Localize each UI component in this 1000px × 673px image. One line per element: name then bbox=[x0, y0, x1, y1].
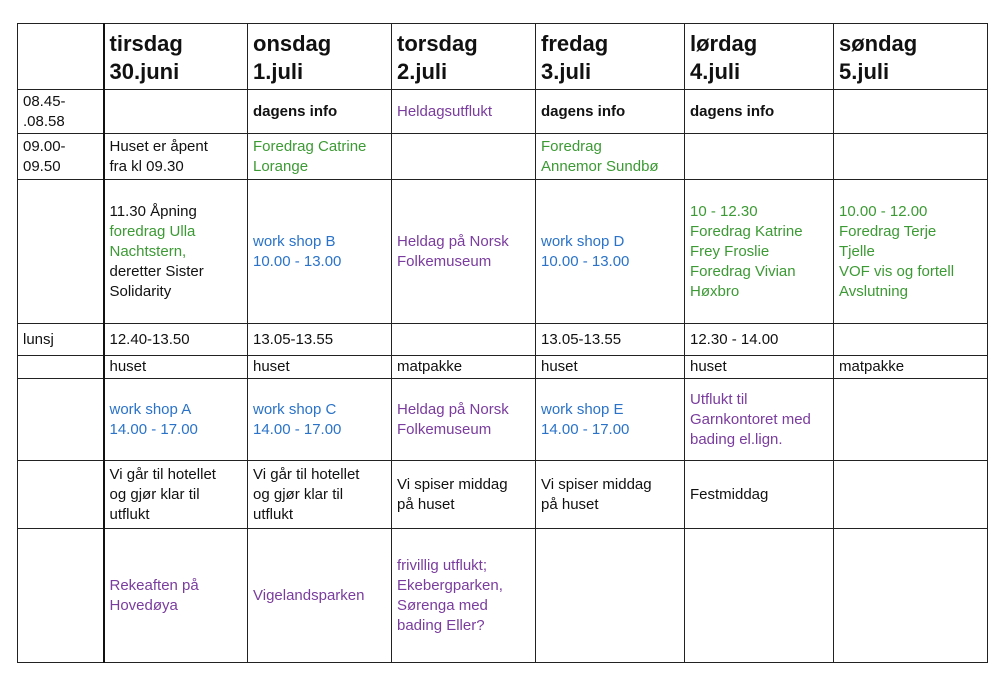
day-header-tuesday: tirsdag 30.juni bbox=[104, 24, 248, 90]
cell-saturday: dagens info bbox=[685, 90, 834, 134]
cell-sunday bbox=[834, 324, 988, 356]
cell-saturday bbox=[685, 529, 834, 663]
cell-thursday: matpakke bbox=[392, 356, 536, 379]
cell-friday: huset bbox=[536, 356, 685, 379]
cell-sunday bbox=[834, 529, 988, 663]
cell-friday bbox=[536, 529, 685, 663]
morning-row bbox=[18, 134, 988, 180]
cell-friday: 13.05-13.55 bbox=[536, 324, 685, 356]
cell-saturday: 12.30 - 14.00 bbox=[685, 324, 834, 356]
cell-thursday: Vi spiser middag på huset bbox=[392, 461, 536, 529]
time-label bbox=[18, 379, 104, 461]
time-label bbox=[18, 180, 104, 324]
corner-cell bbox=[18, 24, 104, 90]
cell-tuesday: Vi går til hotellet og gjør klar til utflukt bbox=[104, 461, 248, 529]
cell-tuesday: Rekeaften på Hovedøya bbox=[104, 529, 248, 663]
cell-sunday: 10.00 - 12.00 Foredrag Terje Tjelle VOF vis og fortell Avslutning bbox=[834, 180, 988, 324]
header-row bbox=[18, 24, 988, 90]
cell-wednesday: huset bbox=[248, 356, 392, 379]
lunch-place-row bbox=[18, 356, 988, 379]
cell-thursday: Heldagsutflukt bbox=[392, 90, 536, 134]
cell-saturday: huset bbox=[685, 356, 834, 379]
cell-thursday bbox=[392, 324, 536, 356]
cell-saturday bbox=[685, 134, 834, 180]
afternoon-row bbox=[18, 379, 988, 461]
cell-wednesday: 13.05-13.55 bbox=[248, 324, 392, 356]
cell-sunday: matpakke bbox=[834, 356, 988, 379]
cell-tuesday: work shop A 14.00 - 17.00 bbox=[104, 379, 248, 461]
followup-text: deretter Sister Solidarity bbox=[109, 262, 204, 300]
cell-friday: work shop E 14.00 - 17.00 bbox=[536, 379, 685, 461]
cell-tuesday: Huset er åpent fra kl 09.30 bbox=[104, 134, 248, 180]
cell-thursday: Heldag på Norsk Folkemuseum bbox=[392, 180, 536, 324]
cell-wednesday: dagens info bbox=[248, 90, 392, 134]
day-header-wednesday: onsdag 1.juli bbox=[248, 24, 392, 90]
cell-saturday: Utflukt til Garnkontoret med bading el.lign. bbox=[685, 379, 834, 461]
midday-row bbox=[18, 180, 988, 324]
cell-wednesday: work shop B 10.00 - 13.00 bbox=[248, 180, 392, 324]
cell-wednesday: work shop C 14.00 - 17.00 bbox=[248, 379, 392, 461]
cell-tuesday bbox=[104, 90, 248, 134]
time-label bbox=[18, 461, 104, 529]
day-header-saturday: lørdag 4.juli bbox=[685, 24, 834, 90]
time-label bbox=[18, 529, 104, 663]
schedule-table bbox=[17, 23, 988, 663]
night-row bbox=[18, 529, 988, 663]
time-label: lunsj bbox=[18, 324, 104, 356]
evening-row bbox=[18, 461, 988, 529]
cell-sunday bbox=[834, 90, 988, 134]
time-label: 09.00- 09.50 bbox=[18, 134, 104, 180]
info-row bbox=[18, 90, 988, 134]
cell-friday: dagens info bbox=[536, 90, 685, 134]
cell-tuesday: 12.40-13.50 bbox=[104, 324, 248, 356]
cell-wednesday: Vigelandsparken bbox=[248, 529, 392, 663]
time-label: 08.45- .08.58 bbox=[18, 90, 104, 134]
time-label bbox=[18, 356, 104, 379]
day-header-friday: fredag 3.juli bbox=[536, 24, 685, 90]
cell-sunday bbox=[834, 379, 988, 461]
cell-thursday: frivillig utflukt; Ekebergparken, Sørenga med bading Eller? bbox=[392, 529, 536, 663]
cell-tuesday bbox=[104, 180, 248, 324]
lecture-text: foredrag Ulla Nachtstern, bbox=[109, 222, 196, 260]
cell-tuesday: huset bbox=[104, 356, 248, 379]
opening-text: 11.30 Åpning bbox=[109, 202, 197, 220]
cell-sunday bbox=[834, 134, 988, 180]
cell-friday: Vi spiser middag på huset bbox=[536, 461, 685, 529]
cell-saturday: Festmiddag bbox=[685, 461, 834, 529]
cell-thursday bbox=[392, 134, 536, 180]
day-header-thursday: torsdag 2.juli bbox=[392, 24, 536, 90]
cell-wednesday: Foredrag Catrine Lorange bbox=[248, 134, 392, 180]
cell-saturday: 10 - 12.30 Foredrag Katrine Frey Froslie Foredrag Vivian Høxbro bbox=[685, 180, 834, 324]
cell-friday: work shop D 10.00 - 13.00 bbox=[536, 180, 685, 324]
cell-wednesday: Vi går til hotellet og gjør klar til utflukt bbox=[248, 461, 392, 529]
day-header-sunday: søndag 5.juli bbox=[834, 24, 988, 90]
lunch-row bbox=[18, 324, 988, 356]
cell-thursday: Heldag på Norsk Folkemuseum bbox=[392, 379, 536, 461]
cell-sunday bbox=[834, 461, 988, 529]
cell-friday: Foredrag Annemor Sundbø bbox=[536, 134, 685, 180]
